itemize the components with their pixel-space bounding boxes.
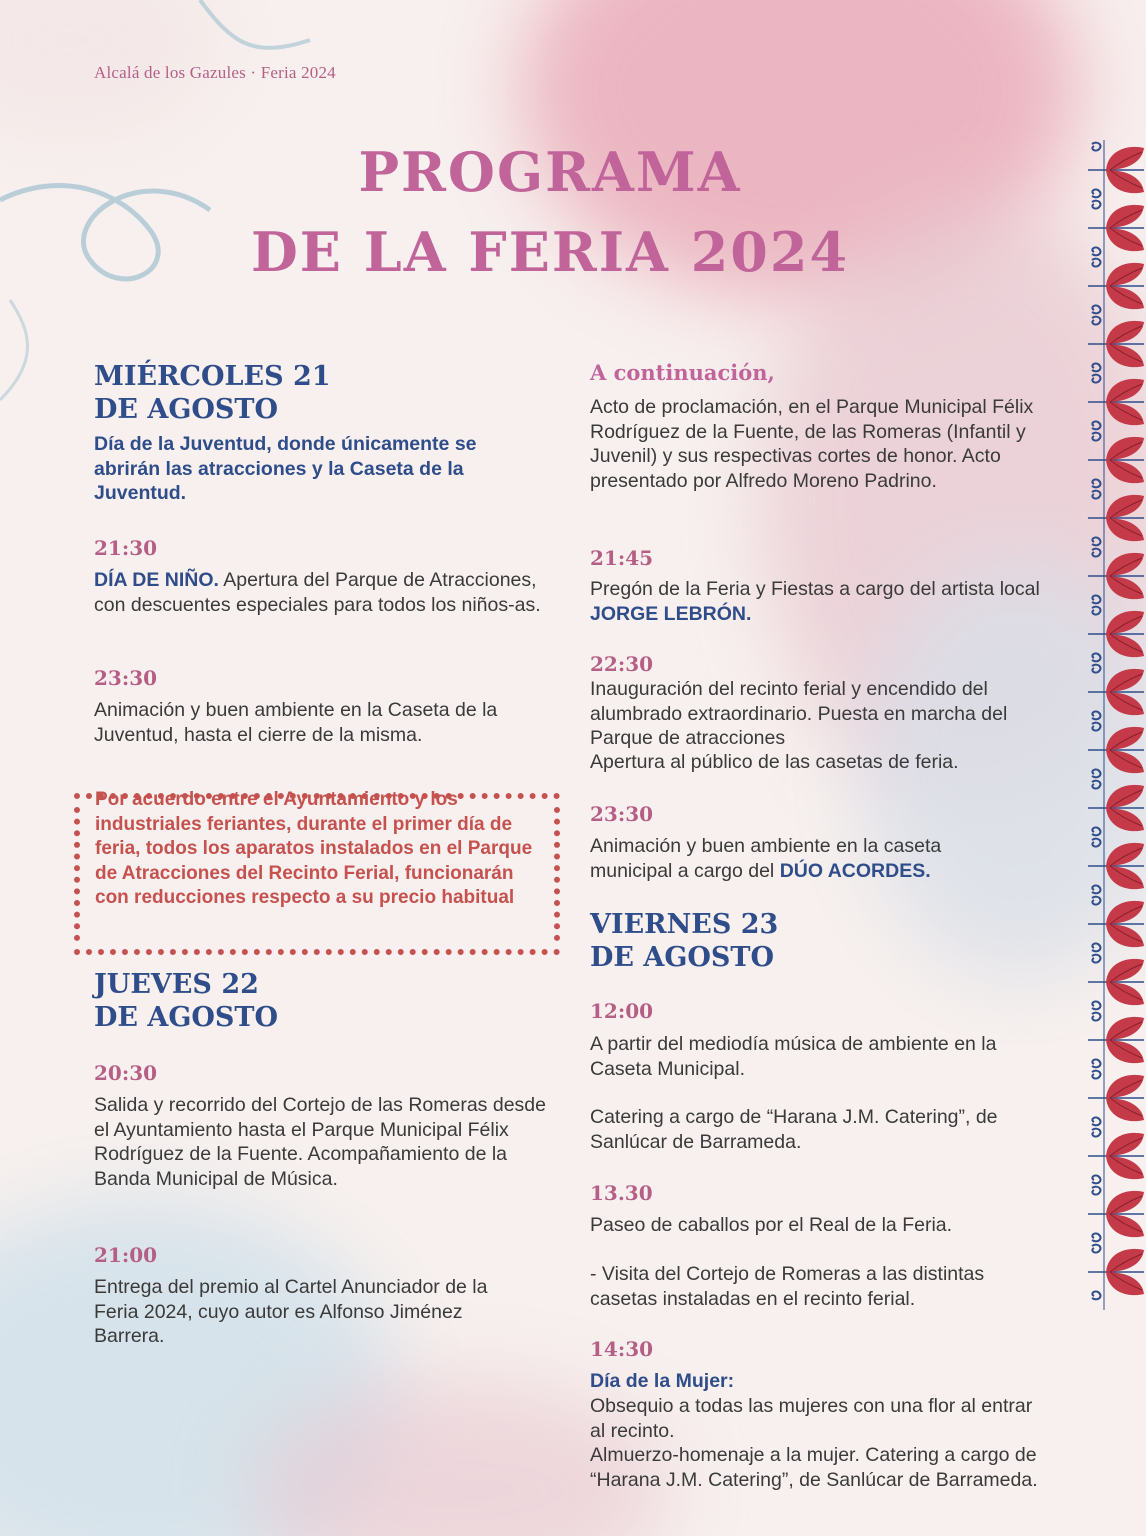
day-subtitle: DE AGOSTO [590, 942, 775, 973]
event-description: Paseo de caballos por el Real de la Feria. [590, 1214, 953, 1236]
event-text: Pregón de la Feria y Fiestas a cargo del artista local [590, 578, 1040, 600]
day-title: MIÉRCOLES 21 [94, 361, 331, 392]
event-description: A partir del mediodía música de ambiente en la Caseta Municipal. [590, 1033, 997, 1080]
wednesday-intro: Día de la Juventud, donde únicamente se abrirán las atracciones y la Caseta de la Juventud. [94, 433, 477, 504]
event-description: Salida y recorrido del Cortejo de las Romeras desde el Ayuntamiento hasta el Parque Municipal Félix Rodríguez de la Fuente. Acompañamiento de la Banda Municipal de Música. [94, 1094, 546, 1190]
event-time: 22:30 [590, 652, 654, 676]
event-highlight: JORGE LEBRÓN. [590, 602, 752, 625]
event-time: 23:30 [590, 802, 654, 826]
thursday-heading [94, 968, 564, 1034]
event-highlight: DÍA DE NIÑO. [94, 569, 219, 591]
notice-text: Por acuerdo entre el Ayuntamiento y los industriales feriantes, durante el primer día de feria, todos los aparatos instalados en el Parque de Atracciones del Recinto Ferial, funcionarán con reducciones respecto a su precio habitual [95, 789, 533, 908]
friday-heading [590, 908, 1060, 974]
event-description [590, 834, 1010, 883]
event-description: Inauguración del recinto ferial y encendido del alumbrado extraordinario. Puesta en marcha del Parque de atracciones [590, 678, 1008, 749]
event-description: Apertura al público de las casetas de feria. [590, 751, 959, 773]
event-time: 13.30 [590, 1181, 653, 1205]
event-description: Animación y buen ambiente en la Caseta de la Juventud, hasta el cierre de la misma. [94, 699, 498, 746]
continuation-heading: A continuación, [590, 360, 775, 385]
event-heading: Día de la Mujer: [590, 1370, 735, 1392]
event-time: 12:00 [590, 999, 654, 1023]
event-text: Apertura del Parque de Atracciones, con descuentes especiales para todos los niños-as. [94, 569, 541, 616]
event-highlight: DÚO ACORDES. [779, 859, 931, 882]
event-description: Entrega del premio al Cartel Anunciador de la Feria 2024, cuyo autor es Alfonso Jiménez Barrera. [94, 1276, 488, 1347]
event-time: 21:30 [94, 536, 158, 560]
page-title-line1: PROGRAMA [358, 140, 742, 204]
day-subtitle: DE AGOSTO [94, 1002, 279, 1033]
event-description: Almuerzo-homenaje a la mujer. Catering a cargo de “Harana J.M. Catering”, de Sanlúcar de Barrameda. [590, 1444, 1038, 1491]
day-title: JUEVES 22 [94, 969, 259, 1000]
wednesday-heading [94, 360, 564, 426]
running-header: Alcalá de los Gazules · Feria 2024 [94, 63, 336, 82]
event-description: Obsequio a todas las mujeres con una flor al entrar al recinto. [590, 1395, 1033, 1442]
event-text: Animación y buen ambiente en la caseta municipal a cargo del [590, 835, 942, 882]
event-time: 23:30 [94, 666, 158, 690]
tile-border-ornament [1084, 140, 1146, 1310]
event-time: 20:30 [94, 1061, 158, 1085]
event-description [590, 577, 1050, 626]
event-description [94, 568, 544, 617]
page-title-line2: DE LA FERIA 2024 [250, 220, 850, 284]
event-time: 14:30 [590, 1337, 654, 1361]
event-description: - Visita del Cortejo de Romeras a las distintas casetas instaladas en el recinto ferial. [590, 1263, 985, 1310]
event-time: 21:00 [94, 1243, 158, 1267]
day-title: VIERNES 23 [590, 909, 779, 940]
event-description: Acto de proclamación, en el Parque Municipal Félix Rodríguez de la Fuente, de las Romeras (Infantil y Juvenil) y sus respectivas cortes de honor. Acto presentado por Alfredo Moreno Padrino. [590, 396, 1034, 492]
event-time: 21:45 [590, 546, 654, 570]
event-description: Catering a cargo de “Harana J.M. Catering”, de Sanlúcar de Barrameda. [590, 1106, 998, 1153]
day-subtitle: DE AGOSTO [94, 394, 279, 425]
